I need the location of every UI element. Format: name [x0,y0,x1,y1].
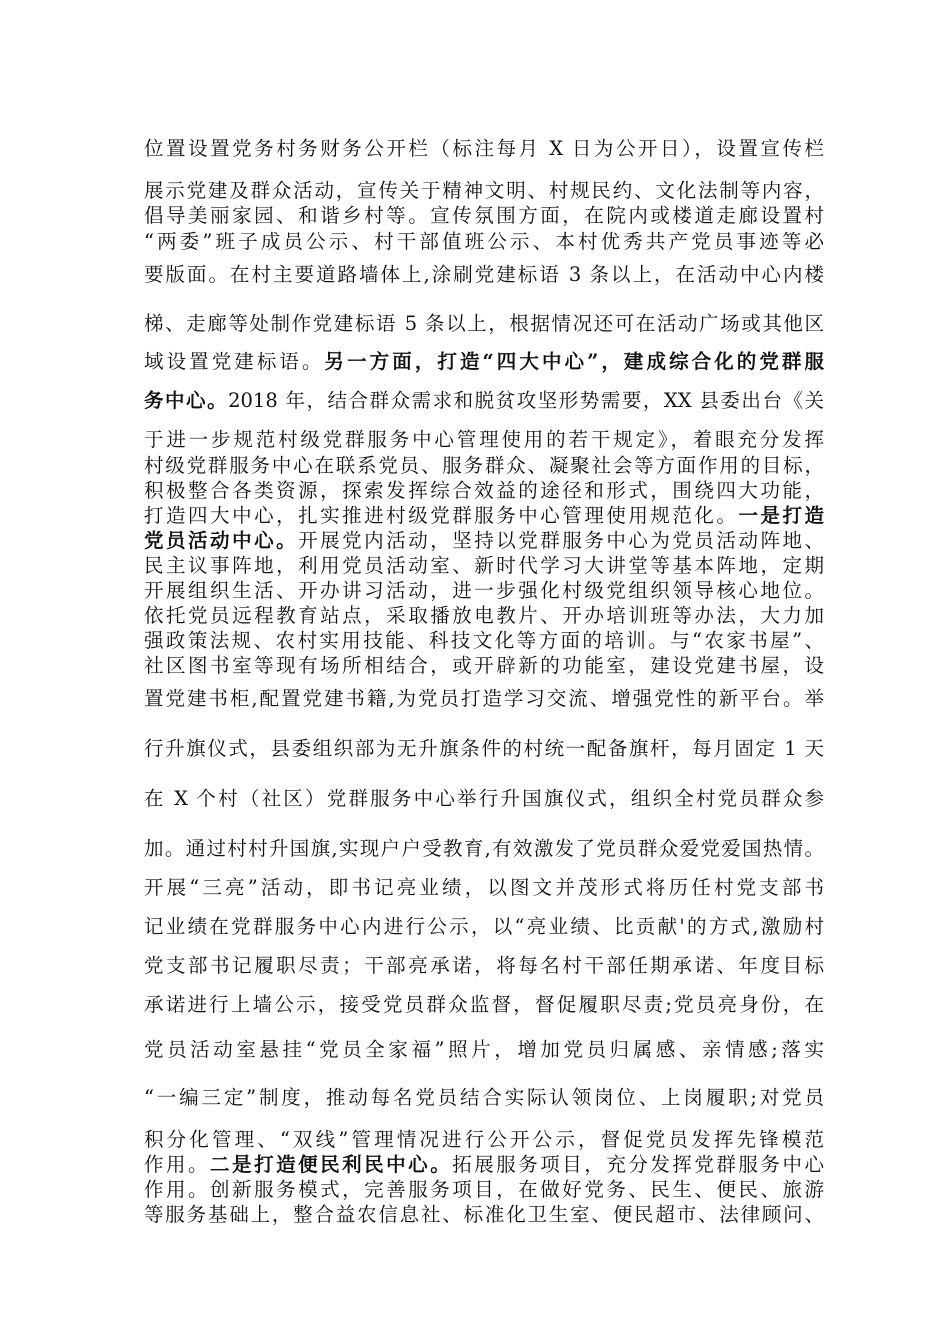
bold-heading-run: 一是打造 [738,504,824,527]
text-run: 党员活动室悬挂“党员全家福”照片，增加党员归属感、亲情感;落实 [144,1038,824,1061]
text-line [144,178,824,204]
text-line [144,136,824,162]
text-line [144,1202,824,1228]
text-run: 社区图书室等现有场所相结合，或开辟新的功能室，建设党建书屋，设 [144,654,824,677]
text-run: 开展“三亮”活动，即书记亮业绩，以图文并茂形式将历任村党支部书 [144,876,824,899]
text-line [144,262,824,288]
text-line [144,686,824,712]
text-run: 位置设置党务村务财务公开栏（标注每月 X 日为公开日），设置宣传栏 [144,137,824,160]
text-line [144,653,824,679]
text-line [144,603,824,629]
text-run: 记业绩在党群服务中心内进行公示，以“亮业绩、比贡献'的方式,激励村 [144,915,824,938]
text-line [144,786,824,812]
text-run: 村级党群服务中心在联系党员、服务群众、凝聚社会等方面作用的目标， [144,454,824,477]
text-run: 倡导美丽家园、和谐乡村等。宣传氛围方面，在院内或楼道走廊设置村 [144,204,824,227]
text-run: 积极整合各类资源，探索发挥综合效益的途径和形式，围绕四大功能， [144,479,824,502]
text-run: 置党建书柜,配置党建书籍,为党员打造学习交流、增强党性的新平台。举 [144,687,824,710]
text-line [144,628,824,654]
text-run: 开展党内活动，坚持以党群服务中心为党员活动阵地、 [298,529,824,552]
text-run: 民主议事阵地，利用党员活动室、新时代学习大讲堂等基本阵地，定期 [144,554,824,577]
text-line [144,1127,824,1153]
text-run: 打造四大中心，扎实推进村级党群服务中心管理使用规范化。 [144,504,739,527]
bold-heading-run: 务中心。 [144,389,229,412]
text-run: 拓展服务项目，充分发挥党群服务中心 [452,1153,824,1176]
text-line [144,203,824,229]
bold-heading-run: 党员活动中心。 [144,529,299,552]
text-line [144,478,824,504]
text-line [144,528,824,554]
text-run: 于进一步规范村级党群服务中心管理使用的若干规定》，着眼充分发挥 [144,428,824,451]
text-line [144,875,824,901]
text-run: 积分化管理、“双线”管理情况进行公开公示，督促党员发挥先锋模范 [144,1128,824,1151]
text-line [144,992,824,1018]
text-line [144,578,824,604]
text-line [144,553,824,579]
text-run: 承诺进行上墙公示，接受党员群众监督，督促履职尽责;党员亮身份，在 [144,993,824,1016]
text-run: 开展组织生活、开办讲习活动，进一步强化村级党组织领导核心地位。 [144,579,824,602]
text-line [144,503,824,529]
text-run: 2018 年，结合群众需求和脱贫攻坚形势需要，XX 县委出台《关 [228,389,824,412]
text-run: “一编三定”制度，推动每名党员结合实际认领岗位、上岗履职;对党员 [144,1086,824,1109]
text-run: 依托党员远程教育站点，采取播放电教片、开办培训班等办法，大力加 [144,604,824,627]
text-run: 党支部书记履职尽责；干部亮承诺，将每名村干部任期承诺、年度目标 [144,954,824,977]
text-run: 展示党建及群众活动，宣传关于精神文明、村规民约、文化法制等内容， [144,179,824,202]
text-run: 加。通过村村升国旗,实现户户受教育,有效激发了党员群众爱党爱国热情。 [144,837,824,860]
text-line [144,1085,824,1111]
text-line [144,453,824,479]
text-run: 作用。创新服务模式，完善服务项目，在做好党务、民生、便民、旅游 [144,1178,824,1201]
text-run: “两委”班子成员公示、村干部值班公示、本村优秀共产党员事迹等必 [144,230,824,253]
text-line [144,736,824,762]
text-line [144,349,824,375]
text-run: 在 X 个村（社区）党群服务中心举行升国旗仪式，组织全村党员群众参 [144,787,824,810]
text-line [144,836,824,862]
bold-heading-run: 二是打造便民利民中心。 [210,1153,453,1176]
text-line [144,311,824,337]
text-run: 行升旗仪式，县委组织部为无升旗条件的村统一配备旗杆，每月固定 1 天 [144,737,824,760]
text-run: 等服务基础上，整合益农信息社、标准化卫生室、便民超市、法律顾问、 [144,1203,824,1226]
text-line [144,1037,824,1063]
text-line [144,427,824,453]
text-line [144,1177,824,1203]
text-run: 域设置党建标语。 [144,350,325,373]
text-run: 作用。 [144,1153,211,1176]
text-line [144,914,824,940]
text-run: 梯、走廊等处制作党建标语 5 条以上，根据情况还可在活动广场或其他区 [144,312,824,335]
bold-heading-run: 另一方面，打造“四大中心”，建成综合化的党群服 [324,350,824,373]
text-run: 强政策法规、农村实用技能、科技文化等方面的培训。与“农家书屋”、 [144,629,824,652]
text-run: 要版面。在村主要道路墙体上,涂刷党建标语 3 条以上，在活动中心内楼 [144,263,824,286]
text-line [144,1152,824,1178]
text-line [144,953,824,979]
text-line [144,229,824,255]
text-line [144,388,824,414]
